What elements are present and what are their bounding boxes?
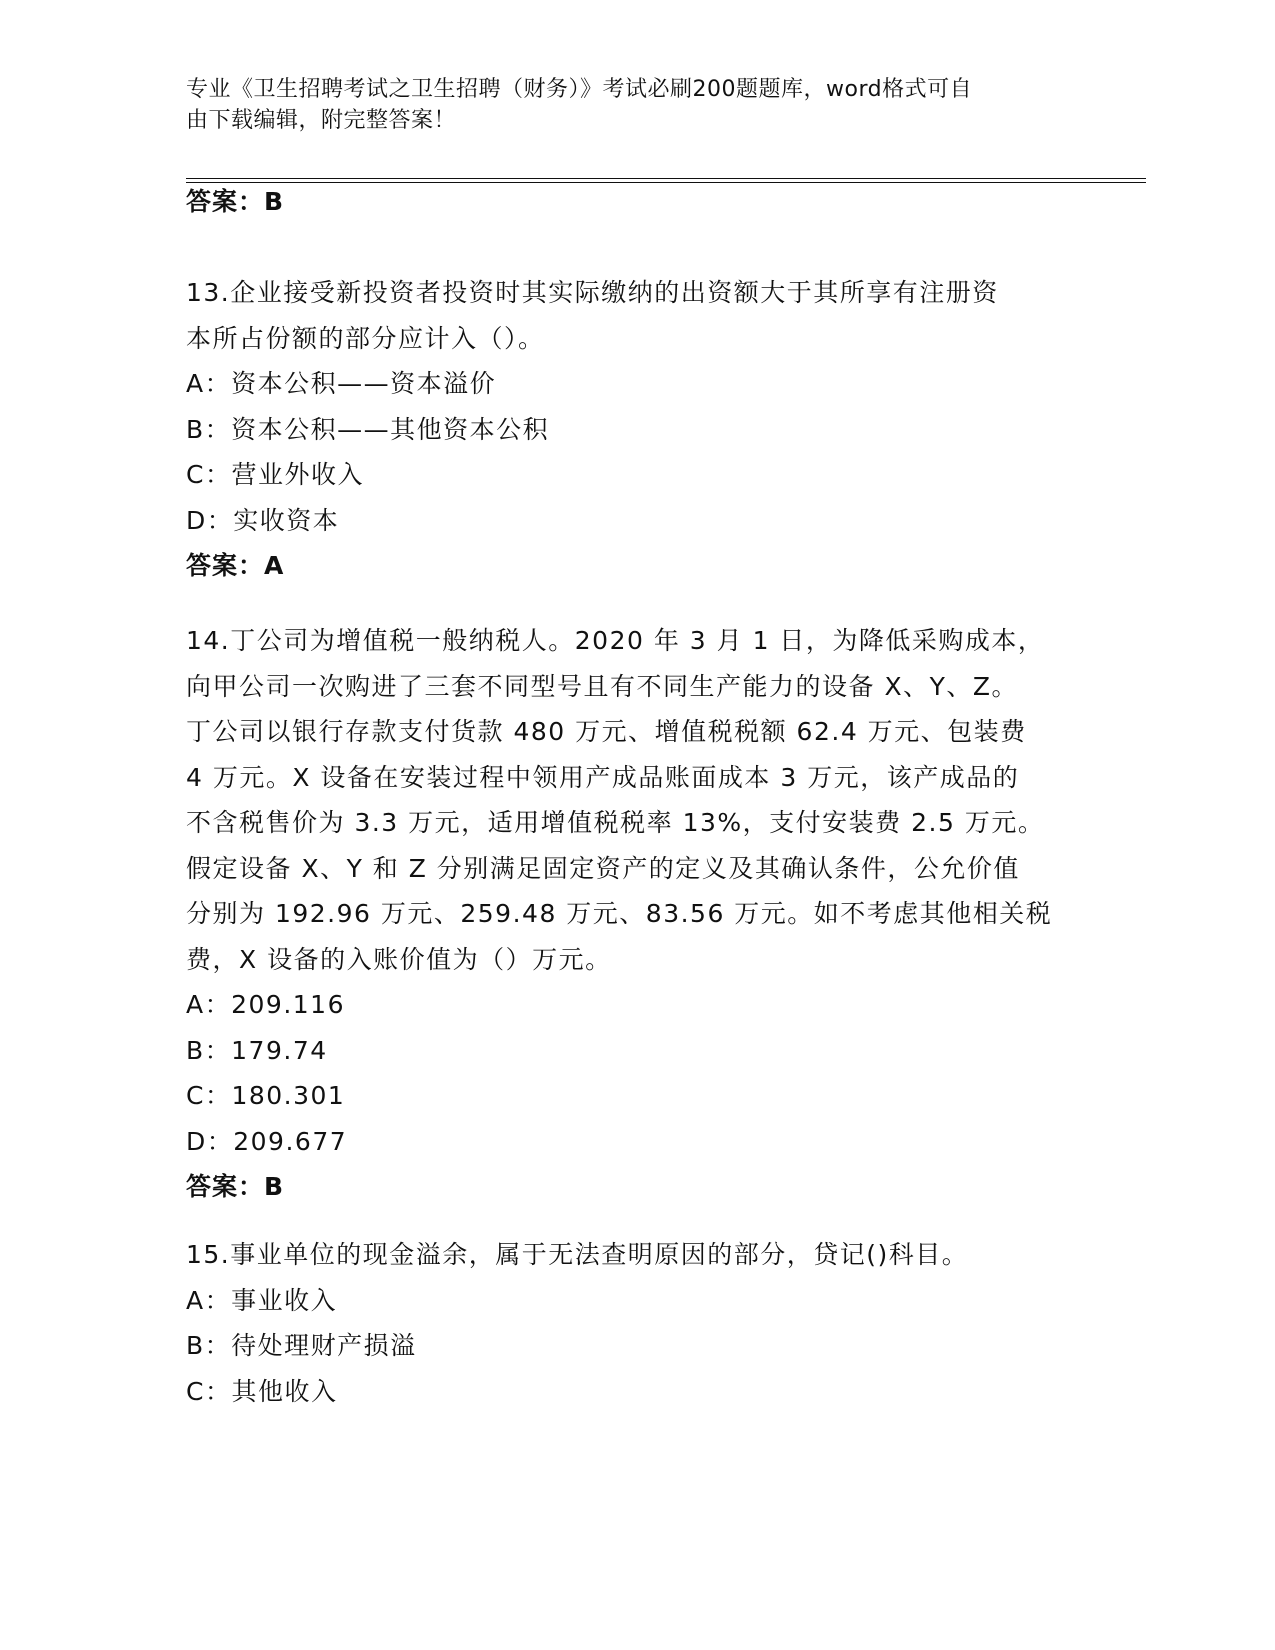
question-text-line: 丁公司以银行存款支付货款 480 万元、增值税税额 62.4 万元、包装费	[186, 717, 1027, 746]
option-c: C：180.301	[186, 1081, 346, 1110]
option-a: A：资本公积——资本溢价	[186, 369, 497, 398]
option-d: D：实收资本	[186, 505, 340, 535]
answer: 答案：A	[186, 551, 285, 580]
header-line-1: 专业《卫生招聘考试之卫生招聘（财务）》考试必刷200题题库，word格式可自	[186, 77, 973, 102]
question-13	[186, 270, 1086, 589]
option-b: B：待处理财产损溢	[186, 1331, 417, 1360]
question-text-line: 向甲公司一次购进了三套不同型号且有不同生产能力的设备 X、Y、Z。	[186, 671, 1018, 701]
question-text-line: 本所占份额的部分应计入（）。	[186, 323, 545, 353]
question-14	[186, 618, 1086, 1210]
previous-answer: 答案：B	[186, 187, 285, 216]
option-a: A：事业收入	[186, 1285, 338, 1315]
answer: 答案：B	[186, 1172, 285, 1201]
page-header	[186, 74, 1066, 136]
header-line-2: 由下载编辑，附完整答案！	[186, 108, 457, 133]
question-text-line: 15.事业单位的现金溢余，属于无法查明原因的部分，贷记()科目。	[186, 1240, 969, 1269]
option-a: A：209.116	[186, 990, 345, 1019]
option-c: C：营业外收入	[186, 460, 364, 489]
question-text-line: 分别为 192.96 万元、259.48 万元、83.56 万元。如不考虑其他相关税	[186, 899, 1053, 928]
option-c: C：其他收入	[186, 1376, 338, 1406]
question-text-line: 不含税售价为 3.3 万元，适用增值税税率 13%，支付安装费 2.5 万元。	[186, 808, 1045, 837]
header-rule-bottom	[186, 182, 1146, 183]
question-text-line: 4 万元。X 设备在安装过程中领用产成品账面成本 3 万元，该产成品的	[186, 762, 1020, 792]
question-text-line: 假定设备 X、Y 和 Z 分别满足固定资产的定义及其确认条件，公允价值	[186, 853, 1020, 883]
option-b: B：资本公积——其他资本公积	[186, 414, 550, 444]
question-text-line: 13.企业接受新投资者投资时其实际缴纳的出资额大于其所享有注册资	[186, 278, 999, 307]
question-15	[186, 1232, 1086, 1414]
option-d: D：209.677	[186, 1126, 348, 1156]
question-text-line: 费，X 设备的入账价值为（）万元。	[186, 944, 612, 974]
option-b: B：179.74	[186, 1035, 328, 1065]
question-text-line: 14.丁公司为增值税一般纳税人。2020 年 3 月 1 日，为降低采购成本，	[186, 626, 1045, 655]
header-rule-top	[186, 178, 1146, 179]
